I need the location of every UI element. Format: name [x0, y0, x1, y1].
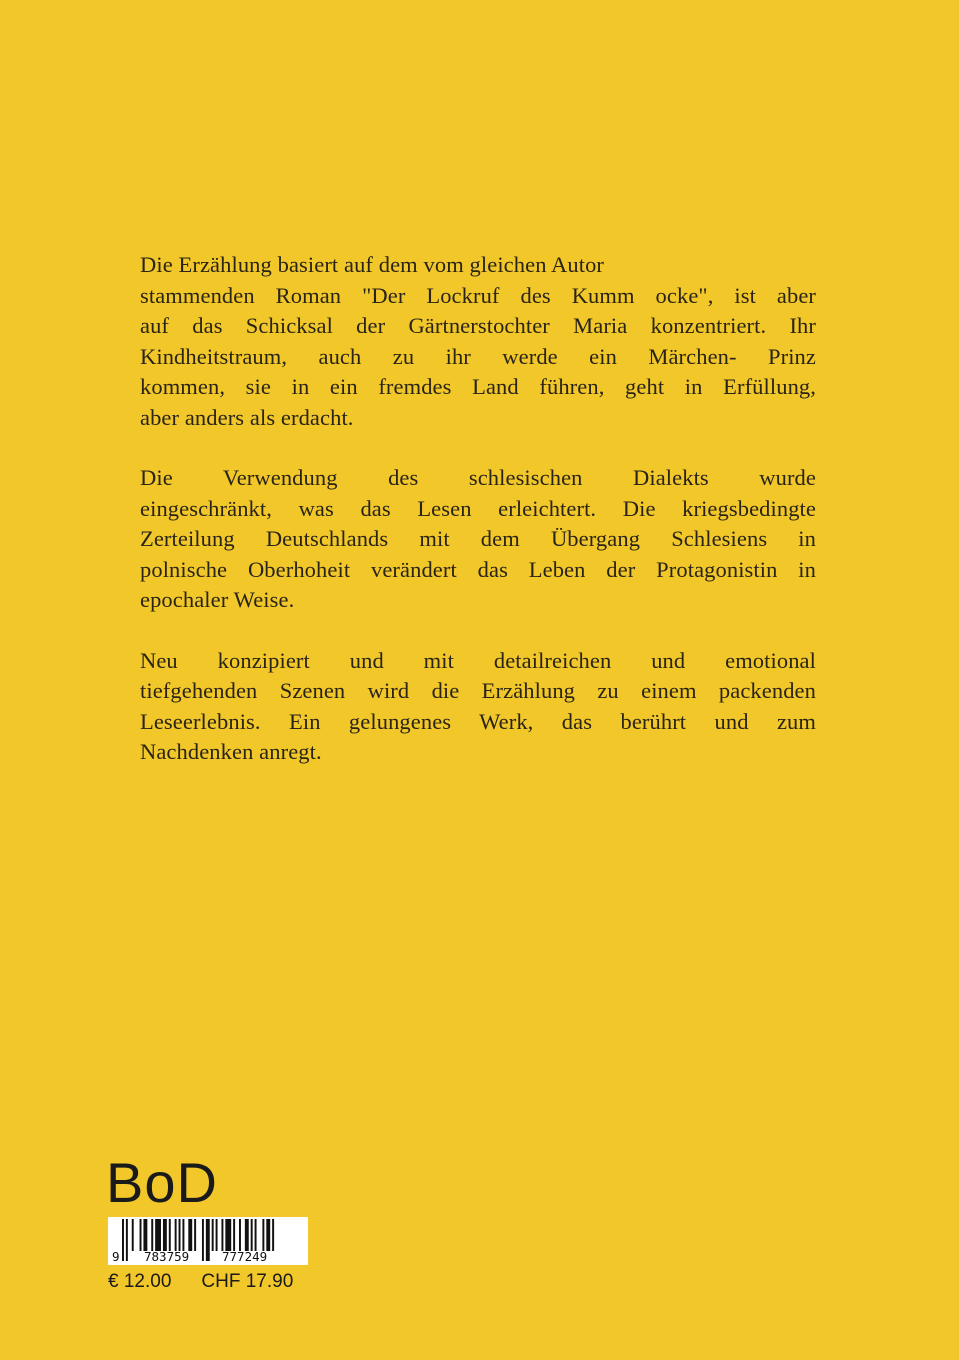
blurb-line: Leseerlebnis. Ein gelungenes Werk, das berührt und zum: [140, 708, 816, 734]
back-cover-blurb: [140, 250, 816, 798]
barcode-bar: [175, 1219, 177, 1251]
barcode-bar: [216, 1219, 218, 1251]
isbn-barcode: [108, 1217, 308, 1265]
barcode-bar: [262, 1219, 264, 1251]
blurb-line: aber anders als erdacht.: [140, 404, 354, 430]
barcode-bar: [194, 1219, 196, 1251]
price-eur: € 12.00: [108, 1271, 172, 1292]
barcode-bar: [155, 1219, 161, 1251]
barcode-bar: [182, 1219, 184, 1251]
blurb-line: stammenden Roman "Der Lockruf des Kumm ocke", ist aber: [140, 282, 816, 308]
barcode-bar: [266, 1219, 270, 1251]
blurb-line: Die Erzählung basiert auf dem vom gleichen Autor: [140, 252, 605, 277]
barcode-bar: [163, 1219, 167, 1251]
barcode-bar: [212, 1219, 214, 1251]
barcode-bar: [169, 1219, 171, 1251]
blurb-paragraph-3: [140, 646, 816, 768]
blurb-paragraph-1: [140, 250, 816, 433]
isbn-left-group: 783759: [144, 1249, 190, 1264]
blurb-line: Zerteilung Deutschlands mit dem Übergang Schlesiens in: [140, 526, 816, 551]
barcode-bar: [272, 1219, 274, 1251]
blurb-line: tiefgehenden Szenen wird die Erzählung zu einem packenden: [140, 678, 816, 703]
barcode-bar: [255, 1219, 257, 1251]
price-line: [108, 1271, 293, 1293]
isbn-first-digit: 9: [112, 1249, 120, 1264]
barcode-bar: [140, 1219, 142, 1251]
barcode-bar: [221, 1219, 223, 1251]
barcode-bar: [245, 1219, 249, 1251]
blurb-line: polnische Oberhoheit verändert das Leben der Protagonistin in: [140, 556, 816, 582]
blurb-line: Kindheitstraum, auch zu ihr werde ein Märchen- Prinz: [140, 343, 816, 369]
blurb-line: epochaler Weise.: [140, 587, 295, 612]
barcode-bar: [132, 1219, 134, 1251]
blurb-line: Nachdenken anregt.: [140, 739, 322, 764]
isbn-digits: [108, 1249, 308, 1265]
barcode-bar: [143, 1219, 147, 1251]
blurb-line: Neu konzipiert und mit detailreichen und emotional: [140, 647, 816, 673]
blurb-line: Die Verwendung des schlesischen Dialekts wurde: [140, 465, 816, 490]
blurb-paragraph-2: [140, 463, 816, 616]
barcode-bar: [188, 1219, 192, 1251]
price-chf: CHF 17.90: [201, 1271, 294, 1292]
bod-logo: BoD: [106, 1151, 218, 1214]
isbn-right-group: 777249: [222, 1249, 268, 1264]
barcode-bar: [225, 1219, 231, 1251]
publisher-block: [106, 1151, 306, 1292]
blurb-line: eingeschränkt, was das Lesen erleichtert. Die kriegsbedingte: [140, 495, 816, 521]
blurb-line: kommen, sie in ein fremdes Land führen, geht in Erfüllung,: [140, 374, 816, 399]
barcode-bar: [151, 1219, 153, 1251]
barcode-bar: [251, 1219, 253, 1251]
blurb-line: auf das Schicksal der Gärtnerstochter Maria konzentriert. Ihr: [140, 313, 816, 338]
barcode-bar: [233, 1219, 235, 1251]
barcode-bar: [179, 1219, 181, 1251]
barcode-bar: [239, 1219, 241, 1251]
